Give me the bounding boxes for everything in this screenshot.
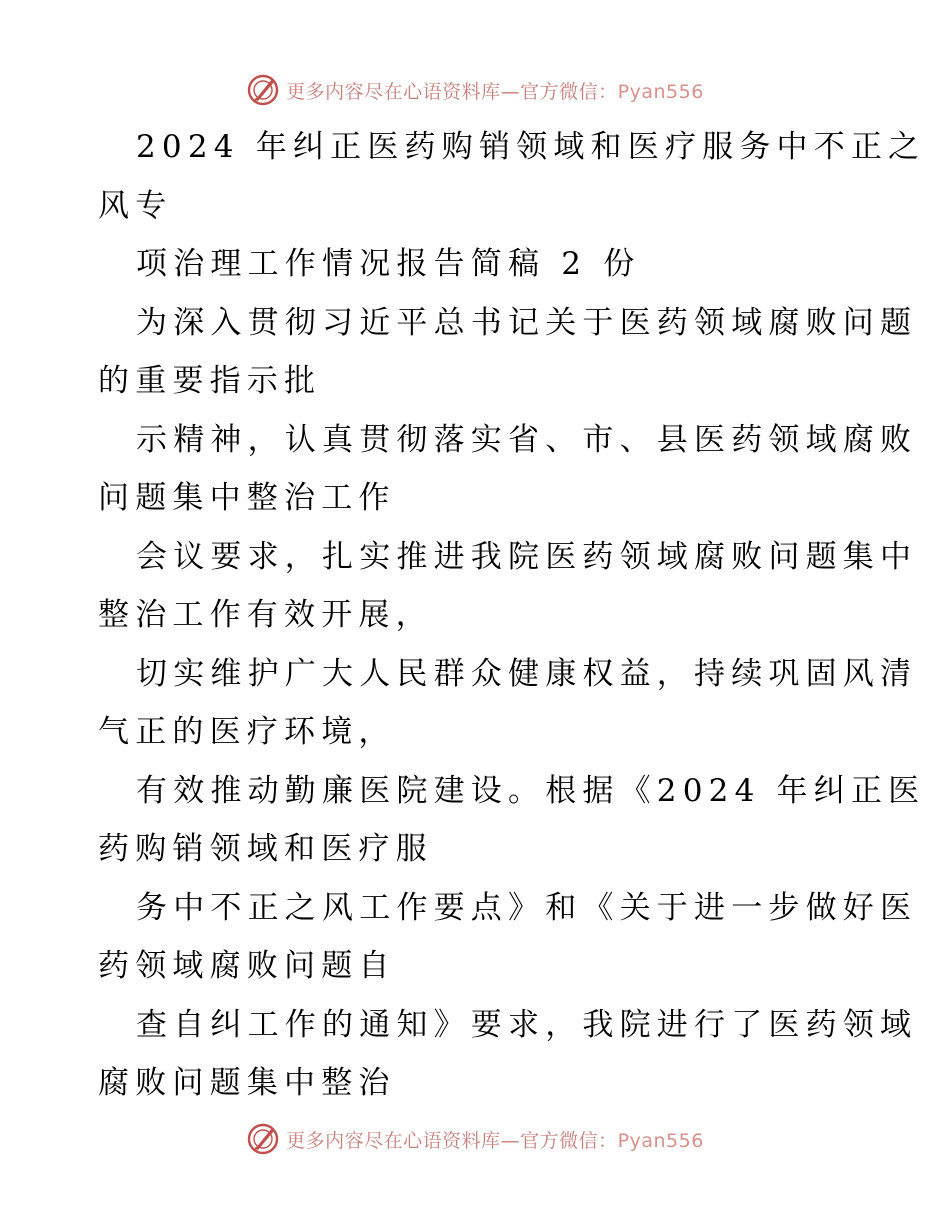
text-line: 会议要求，扎实推进我院医药领域腐败问题集中 [136,538,918,575]
text-line: 药领域腐败问题自 [98,948,396,984]
text-line: 务中不正之风工作要点》和《关于进一步做好医 [136,889,918,926]
watermark-account: Pyan556 [617,1129,704,1152]
text-line: 药购销领域和医疗服 [98,831,433,867]
document-body [98,118,926,1113]
watermark-account: Pyan556 [617,80,704,103]
text-line: 查自纠工作的通知》要求，我院进行了医药领域 [136,1006,918,1043]
text-line: 切实维护广大人民群众健康权益，持续巩固风清 [136,655,918,692]
quill-logo-icon [246,73,280,107]
text-line: 2024 年纠正医药购销领域和医疗服务中不正之 [136,129,926,165]
watermark-label: 更多内容尽在心语资料库—官方微信： [286,80,618,103]
watermark-text [286,77,704,104]
text-line: 示精神，认真贯彻落实省、市、县医药领域腐败 [136,421,918,458]
watermark-label: 更多内容尽在心语资料库—官方微信： [286,1129,618,1152]
header-watermark [0,70,950,110]
text-line: 的重要指示批 [98,363,322,399]
text-line: 腐败问题集中整治 [98,1065,396,1101]
watermark-text [286,1126,704,1153]
text-line: 整治工作有效开展， [98,597,433,633]
text-line: 风专 [98,187,173,224]
text-line: 项治理工作情况报告简稿 2 份 [136,246,641,282]
quill-logo-icon [246,1122,280,1156]
text-line: 气正的医疗环境， [98,714,396,750]
footer-watermark [0,1119,950,1159]
text-line: 问题集中整治工作 [98,480,396,516]
text-line: 有效推动勤廉医院建设。根据《2024 年纠正医 [136,772,926,809]
text-line: 为深入贯彻习近平总书记关于医药领域腐败问题 [136,304,918,341]
